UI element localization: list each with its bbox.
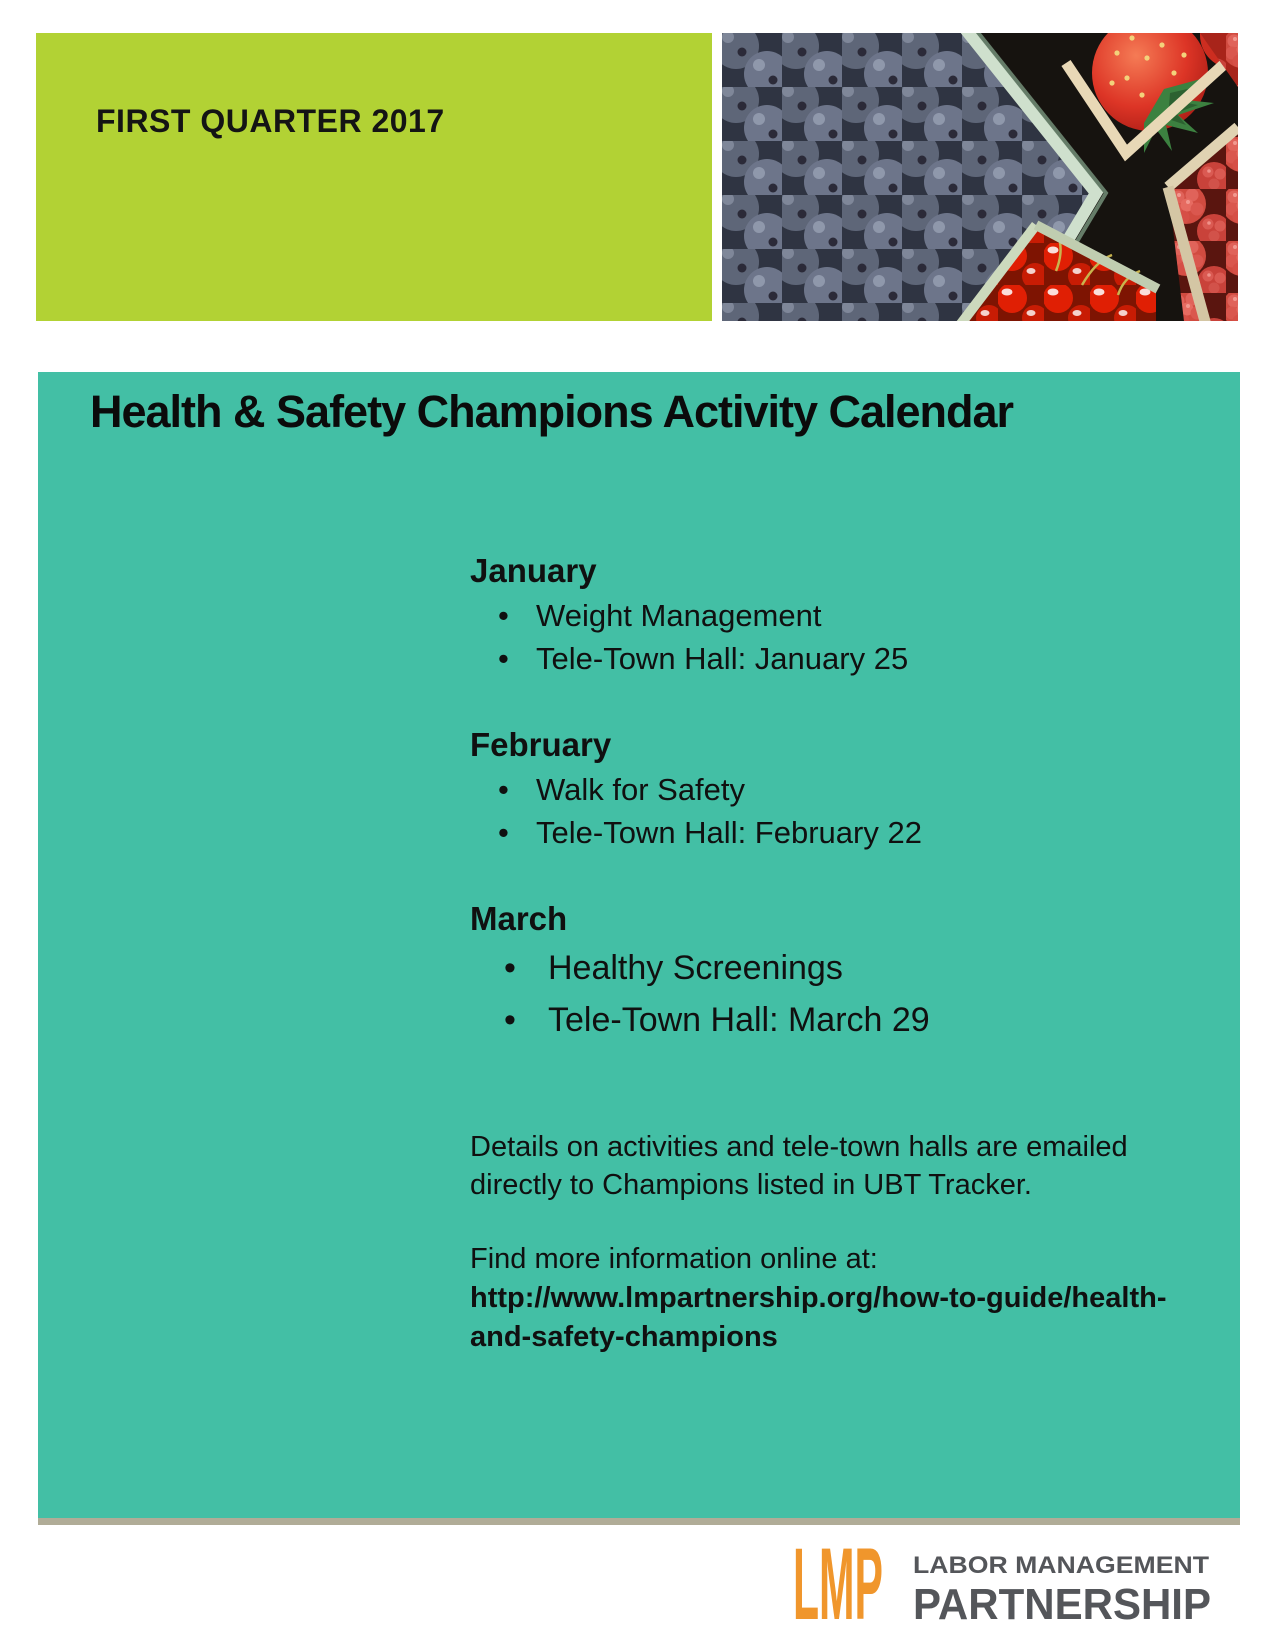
- activity-label: Weight Management: [536, 598, 822, 633]
- activity-item: [470, 768, 1230, 811]
- bullet-icon: •: [498, 772, 509, 807]
- header-banner: [36, 33, 712, 321]
- lmp-logo-acronym: LMP: [793, 1542, 883, 1626]
- calendar-panel: [38, 372, 1240, 1525]
- activity-item: [470, 594, 1230, 637]
- activity-item: [470, 637, 1230, 680]
- bullet-icon: •: [504, 1001, 516, 1039]
- month-heading: January: [470, 552, 597, 589]
- bullet-icon: •: [504, 949, 516, 987]
- activity-item: [470, 942, 1230, 994]
- details-line: Details on activities and tele-town halls are emailed: [470, 1131, 1128, 1163]
- lmp-logo: [793, 1542, 1213, 1626]
- month-section-january: [470, 552, 1230, 680]
- find-more-block: [470, 1240, 1230, 1357]
- activity-label: Tele-Town Hall: March 29: [548, 1001, 930, 1039]
- find-more-label: Find more information online at:: [470, 1243, 878, 1275]
- bullet-icon: •: [498, 815, 509, 850]
- month-section-march: [470, 900, 1230, 1046]
- month-heading: March: [470, 900, 568, 937]
- month-section-february: [470, 726, 1230, 854]
- activity-label: Tele-Town Hall: January 25: [536, 641, 909, 676]
- activity-item: [470, 994, 1230, 1046]
- details-line: directly to Champions listed in UBT Tracker.: [470, 1169, 1032, 1201]
- details-text: [470, 1128, 1230, 1204]
- activity-item: [470, 811, 1230, 854]
- quarter-label: FIRST QUARTER 2017: [96, 103, 445, 139]
- lmpartnership-url[interactable]: [470, 1279, 1230, 1357]
- activity-label: Healthy Screenings: [548, 949, 843, 987]
- activity-label: Tele-Town Hall: February 22: [536, 815, 922, 850]
- month-heading: February: [470, 726, 612, 763]
- bullet-icon: •: [498, 598, 509, 633]
- url-line[interactable]: and-safety-champions: [470, 1321, 778, 1353]
- calendar-content: [470, 552, 1230, 1357]
- activity-label: Walk for Safety: [536, 772, 746, 807]
- lmp-logo-line2: PARTNERSHIP: [913, 1580, 1211, 1626]
- url-line[interactable]: http://www.lmpartnership.org/how-to-guide/health-: [470, 1282, 1167, 1314]
- page-title: Health & Safety Champions Activity Calendar: [90, 386, 1014, 437]
- berries-photo: [722, 33, 1238, 321]
- bullet-icon: •: [498, 641, 509, 676]
- lmp-logo-line1: LABOR MANAGEMENT: [913, 1552, 1210, 1579]
